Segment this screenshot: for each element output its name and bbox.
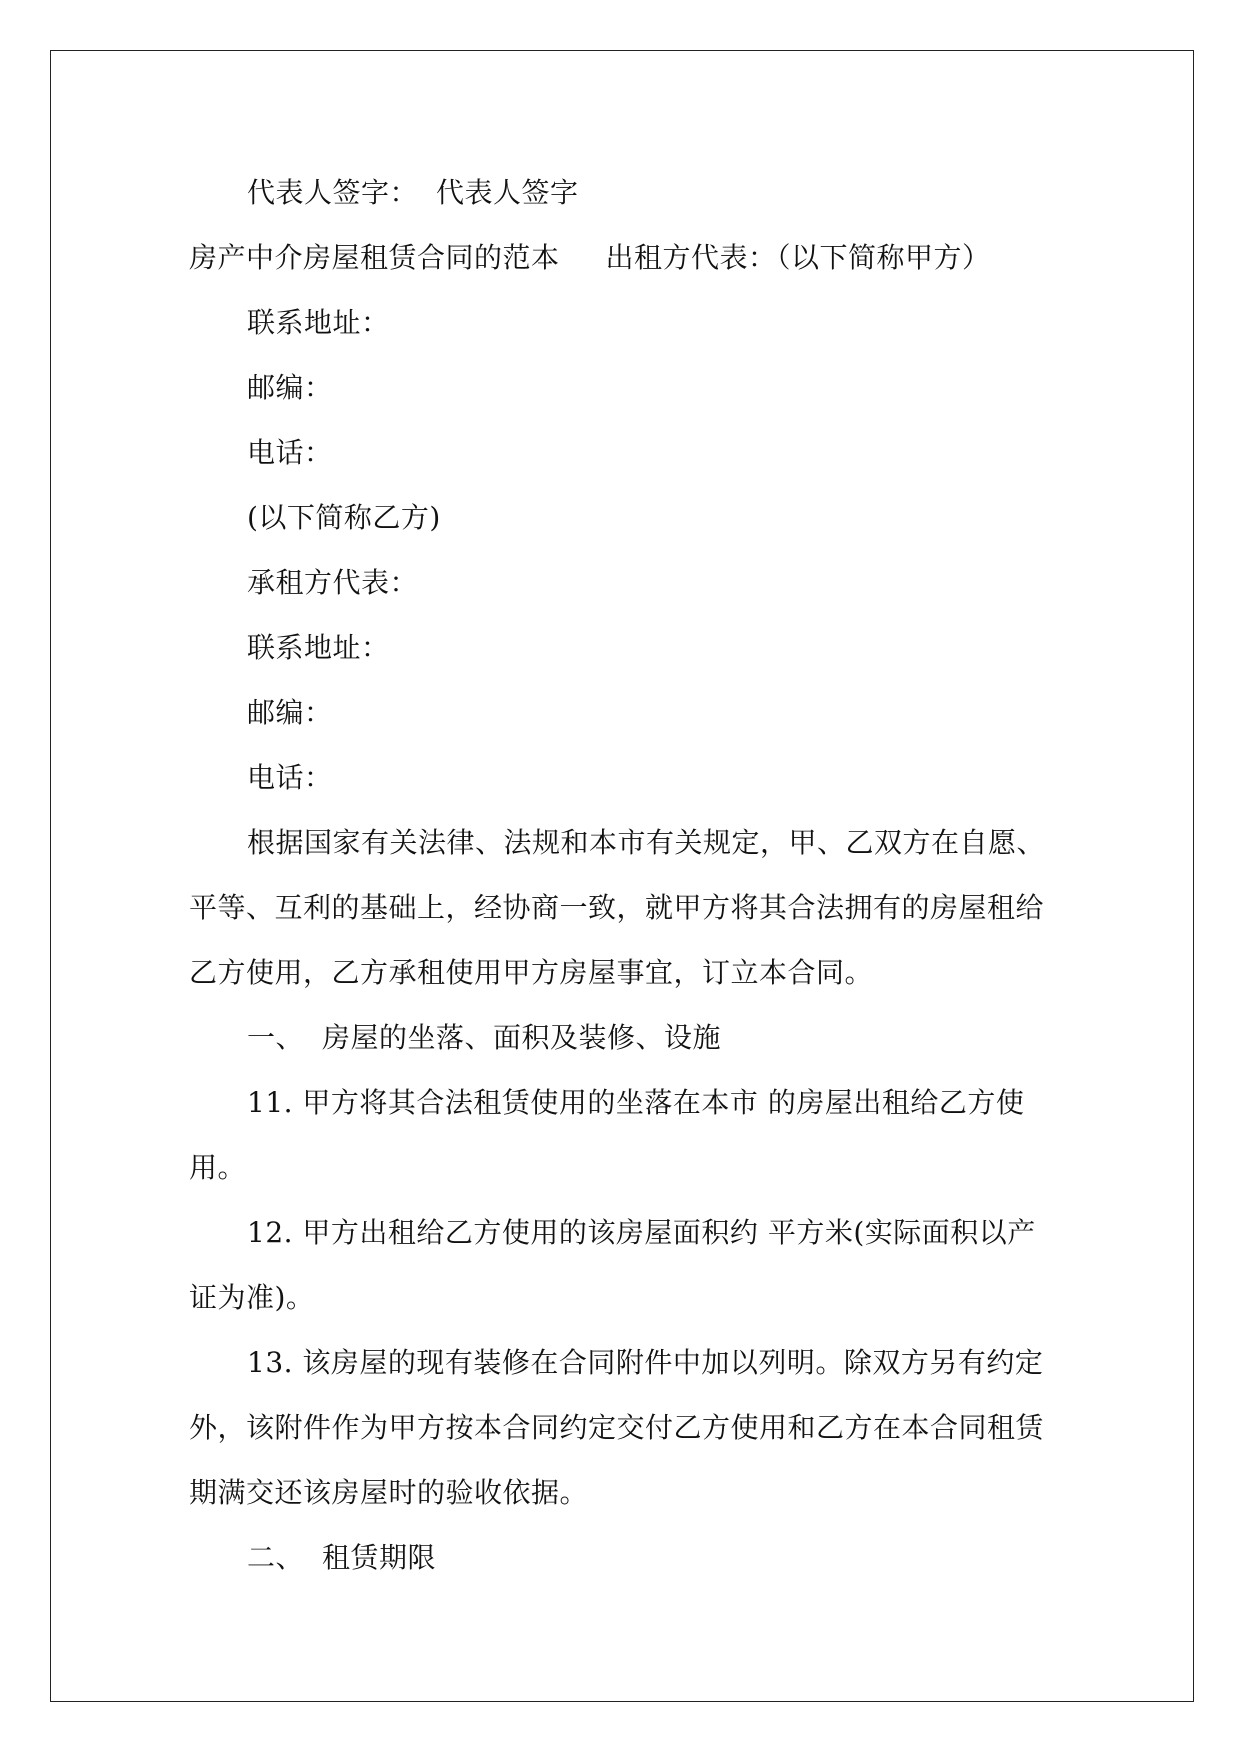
section-number-1: 一、 xyxy=(247,1021,305,1054)
document-title: 房产中介房屋租赁合同的范本 xyxy=(189,241,560,274)
signature-label-2: 代表人签字 xyxy=(436,176,579,209)
lessor-address: 联系地址： xyxy=(247,306,390,339)
lessor-phone: 电话： xyxy=(247,436,333,469)
clause-12-line-2: 证为准)。 xyxy=(189,1281,315,1314)
lessee-representative: 承租方代表： xyxy=(247,566,419,599)
section-number-2: 二、 xyxy=(247,1541,305,1574)
preamble-line-3: 乙方使用，乙方承租使用甲方房屋事宜，订立本合同。 xyxy=(189,956,874,989)
section-heading-2 xyxy=(189,1525,1069,1590)
preamble-line-2: 平等、互利的基础上，经协商一致，就甲方将其合法拥有的房屋租给 xyxy=(189,891,1045,924)
clause-13-line-2: 外，该附件作为甲方按本合同约定交付乙方使用和乙方在本合同租赁 xyxy=(189,1411,1045,1444)
clause-12-line-1: 12. 甲方出租给乙方使用的该房屋面积约 平方米(实际面积以产 xyxy=(247,1216,1036,1249)
lessor-representative: 出租方代表：（以下简称甲方） xyxy=(605,241,991,274)
lessee-address: 联系地址： xyxy=(247,631,390,664)
clause-11-line-2: 用。 xyxy=(189,1151,247,1184)
lessor-postcode: 邮编： xyxy=(247,371,333,404)
clause-13-line-3: 期满交还该房屋时的验收依据。 xyxy=(189,1476,589,1509)
signature-label: 代表人签字： xyxy=(247,176,419,209)
signature-line xyxy=(189,160,1069,225)
preamble-line-1: 根据国家有关法律、法规和本市有关规定，甲、乙双方在自愿、 xyxy=(247,826,1046,859)
title-line xyxy=(189,225,1069,290)
section-title-2: 租赁期限 xyxy=(322,1541,437,1574)
lessee-postcode: 邮编： xyxy=(247,696,333,729)
section-heading-1 xyxy=(189,1005,1069,1070)
clause-13-line-1: 13. 该房屋的现有装修在合同附件中加以列明。除双方另有约定 xyxy=(247,1346,1044,1379)
lessee-abbrev: (以下简称乙方) xyxy=(247,501,441,534)
document-body xyxy=(189,160,1069,1590)
section-title-1: 房屋的坐落、面积及装修、设施 xyxy=(322,1021,722,1054)
clause-11-line-1: 11. 甲方将其合法租赁使用的坐落在本市 的房屋出租给乙方使 xyxy=(247,1086,1025,1119)
lessee-phone: 电话： xyxy=(247,761,333,794)
